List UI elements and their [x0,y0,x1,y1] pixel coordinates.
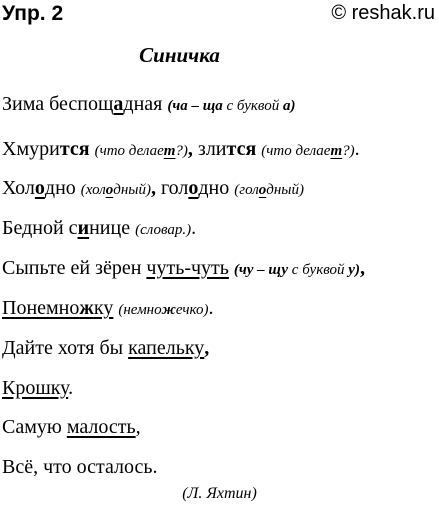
poem-line-7: Дайте хотя бы капельку, [2,337,210,359]
exercise-number: Упр. 2 [2,2,64,25]
poem-line-2: Хмурится (что делает?), злится (что делает?). [2,138,360,160]
poem-line-6: Понемножку (немножечко). [2,297,214,319]
poem-title: Синичка [139,43,220,67]
poem-author: (Л. Яхтин) [182,485,257,502]
poem-line-9: Самую малость, [2,416,141,438]
poem-line-3: Холодно (холодный), голодно (голодный) [2,177,304,199]
poem-line-5: Сыпьте ей зёрен чуть-чуть (чу – щу с буквой у), [2,257,365,279]
poem-line-10: Всё, что осталось. [2,456,158,478]
poem-line-4: Бедной синице (словар.). [2,217,197,239]
poem-line-1: Зима беспощадная (ча – ща с буквой а) [2,93,296,115]
source-credit: © reshak.ru [331,2,435,24]
poem-line-8: Крошку. [2,377,74,399]
